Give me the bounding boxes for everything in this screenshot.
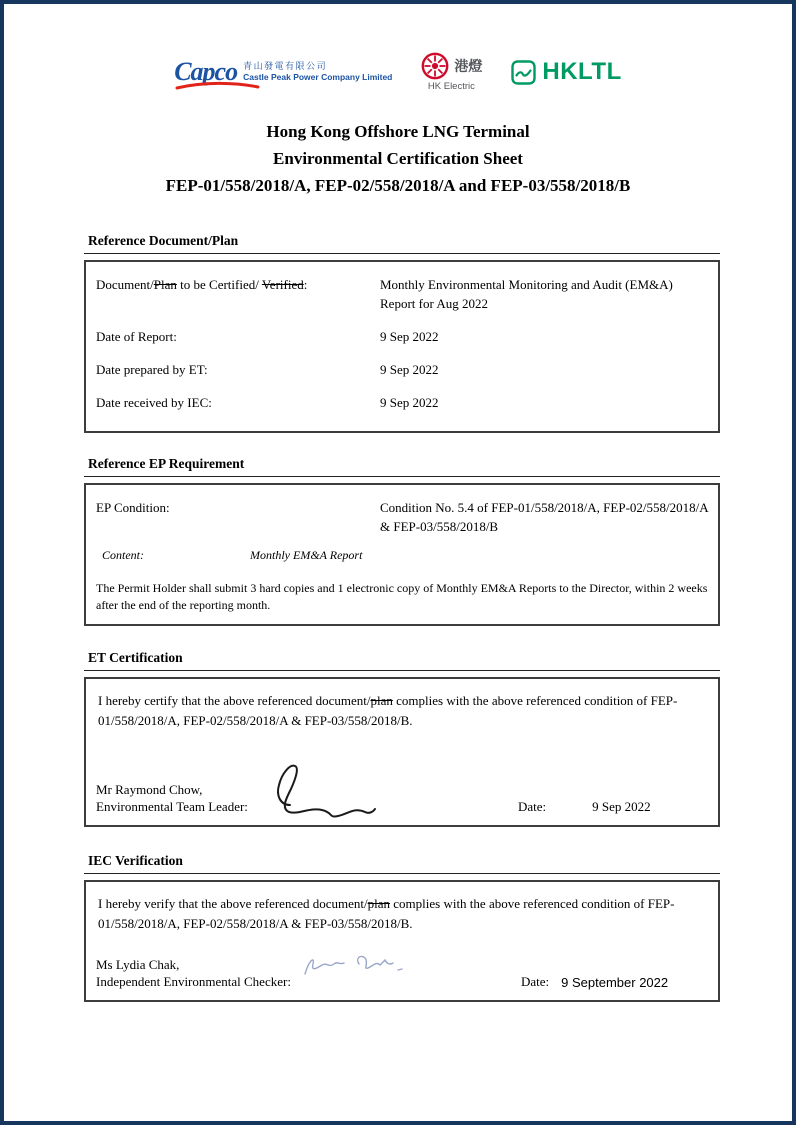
et-signatory: [96, 781, 268, 815]
hk-electric-top: [420, 51, 482, 81]
document-to-be-certified-value: Monthly Environmental Monitoring and Audit (EM&A) Report for Aug 2022: [380, 277, 673, 311]
capco-swoosh-icon: [174, 81, 260, 91]
hkltl-logo: [510, 58, 621, 86]
table-row: [96, 322, 708, 355]
iec-date-value: 9 September 2022: [561, 975, 669, 990]
hkltl-badge-icon: [510, 59, 537, 86]
title-line-1: Hong Kong Offshore LNG Terminal: [266, 122, 530, 141]
capco-logo: [174, 59, 392, 85]
date-of-report-label: Date of Report:: [96, 329, 177, 344]
section-heading-reference-document: Reference Document/Plan: [84, 233, 720, 254]
hk-electric-chinese-name: 港燈: [454, 57, 483, 74]
strikethrough-plan: plan: [370, 693, 393, 708]
capco-english-name: Castle Peak Power Company Limited: [243, 72, 393, 83]
table-row: [96, 270, 708, 322]
table-row: [96, 388, 708, 421]
reference-document-table: [84, 260, 720, 433]
ep-condition-value: Condition No. 5.4 of FEP-01/558/2018/A, FEP-02/558/2018/A & FEP-03/558/2018/B: [380, 500, 708, 534]
strikethrough-plan: Plan: [153, 277, 177, 292]
date-of-report-value: 9 Sep 2022: [380, 329, 439, 344]
capco-wordmark-text: Capco: [174, 57, 238, 86]
document-body: [84, 233, 720, 1002]
et-signatory-name: Mr Raymond Chow,: [96, 782, 203, 797]
date-received-by-iec-value: 9 Sep 2022: [380, 395, 439, 410]
et-signature-icon: [268, 761, 390, 819]
document-to-be-certified-label: Document/Plan to be Certified/ Verified:: [96, 277, 308, 292]
iec-signature-icon: [301, 950, 409, 982]
capco-chinese-name: 青山發電有限公司: [243, 61, 328, 72]
et-certification-box: [84, 677, 720, 827]
ep-content-label: Content:: [102, 548, 144, 562]
iec-date-label: Date:: [521, 974, 550, 989]
ep-content-value: Monthly EM&A Report: [250, 548, 363, 562]
date-prepared-by-et-value: 9 Sep 2022: [380, 362, 439, 377]
iec-signatory-name: Ms Lydia Chak,: [96, 957, 180, 972]
section-heading-iec-verification: IEC Verification: [84, 853, 720, 874]
iec-signatory: [96, 956, 301, 990]
iec-signature-row: [96, 950, 708, 990]
reference-ep-table: [84, 483, 720, 626]
ep-condition-label: EP Condition:: [96, 500, 170, 515]
et-date-value: 9 Sep 2022: [592, 799, 651, 814]
et-signature-row: [96, 761, 708, 815]
et-signatory-title: Environmental Team Leader:: [96, 799, 248, 814]
title-line-3: FEP-01/558/2018/A, FEP-02/558/2018/A and FEP-03/558/2018/B: [165, 176, 631, 195]
ep-content-row: [96, 545, 708, 566]
header-logo-row: [4, 46, 792, 98]
et-date-label: Date:: [518, 799, 547, 814]
table-row: [96, 493, 708, 545]
table-row: [96, 355, 708, 388]
document-title: [4, 118, 792, 199]
strikethrough-plan: plan: [367, 896, 391, 911]
date-received-by-iec-label: Date received by IEC:: [96, 395, 212, 410]
capco-name-block: [243, 61, 392, 83]
et-certification-statement: I hereby certify that the above referenced document/plan complies with the above referenced condition of FEP-01/558/2018/A, FEP-02/558/2018/A & FEP-03/558/2018/B.: [98, 693, 678, 728]
section-heading-et-certification: ET Certification: [84, 650, 720, 671]
date-prepared-by-et-label: Date prepared by ET:: [96, 362, 208, 377]
title-line-2: Environmental Certification Sheet: [273, 149, 523, 168]
iec-verification-statement: I hereby verify that the above referenced document/plan complies with the above referenced condition of FEP-01/558/2018/A, FEP-02/558/2018/A & FEP-03/558/2018/B.: [98, 896, 675, 931]
strikethrough-verified: Verified: [261, 277, 304, 292]
permit-holder-note: The Permit Holder shall submit 3 hard copies and 1 electronic copy of Monthly EM&A Reports to the Director, within 2 weeks after the end of the reporting month.: [96, 581, 708, 612]
section-heading-reference-ep: Reference EP Requirement: [84, 456, 720, 477]
capco-wordmark: [174, 59, 237, 85]
iec-signatory-title: Independent Environmental Checker:: [96, 974, 291, 989]
hk-electric-english-name: HK Electric: [427, 81, 475, 93]
iec-verification-box: [84, 880, 720, 1002]
hk-electric-emblem-icon: [420, 51, 450, 81]
hk-electric-logo: [420, 51, 482, 92]
hkltl-wordmark: HKLTL: [542, 58, 622, 85]
